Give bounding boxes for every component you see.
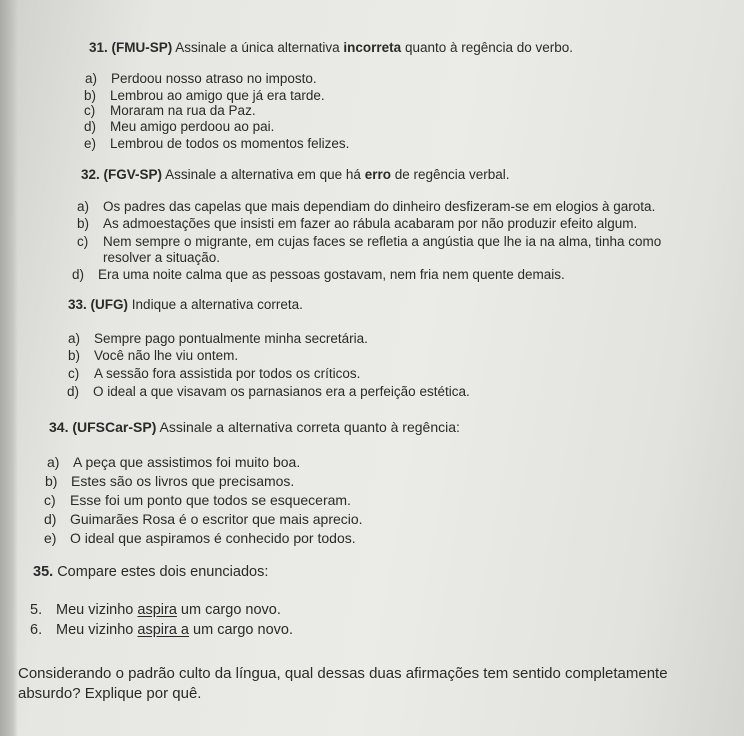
option-31-c [84, 103, 256, 118]
option-text: resolver a situação. [103, 250, 221, 265]
option-31-a [85, 71, 317, 86]
stem-text: Assinale a alternativa correta quanto à regência: [156, 419, 460, 435]
question-32-stem [81, 167, 510, 182]
option-text: Era uma noite calma que as pessoas gostavam, nem fria nem quente demais. [98, 267, 565, 282]
stem-text: Compare estes dois enunciados: [53, 564, 269, 580]
sentence-text: Meu vizinho [56, 602, 138, 618]
sentence-text: um cargo novo. [176, 602, 281, 618]
option-letter: e) [44, 530, 57, 546]
option-letter: b) [84, 88, 97, 103]
stem-text: de regência verbal. [390, 167, 510, 182]
sentence-5 [30, 602, 281, 618]
option-letter: c) [44, 492, 56, 508]
underlined-verb: aspira [137, 602, 177, 618]
option-text: Lembrou de todos os momentos felizes. [110, 136, 350, 151]
option-letter: b) [77, 216, 90, 231]
sentence-number: 5. [30, 602, 43, 618]
option-34-e [44, 530, 356, 546]
option-letter: c) [68, 366, 80, 381]
option-34-a [47, 454, 300, 470]
option-text: O ideal que aspiramos é conhecido por todos. [70, 530, 356, 546]
question-34-stem [49, 419, 460, 435]
option-text: A sessão fora assistida por todos os críticos. [94, 366, 361, 381]
stem-text: Assinale a única alternativa [172, 40, 344, 55]
sentence-text: um cargo novo. [189, 622, 293, 638]
option-31-e [84, 136, 349, 151]
sentence-text: Meu vizinho [56, 622, 138, 638]
question-35-stem [33, 564, 268, 580]
question-source: (UFG) [90, 297, 129, 312]
option-text: Lembrou ao amigo que já era tarde. [110, 88, 325, 103]
option-letter: b) [45, 473, 58, 489]
option-letter: d) [67, 384, 80, 399]
option-text: Os padres das capelas que mais dependiam do dinheiro desfizeram-se em elogios à garota. [103, 199, 656, 214]
option-letter: a) [77, 199, 90, 214]
option-text: Guimarães Rosa é o escritor que mais aprecio. [70, 511, 363, 527]
question-source: (FGV-SP) [103, 167, 163, 182]
option-letter: c) [77, 234, 89, 249]
option-33-d [67, 384, 470, 399]
option-34-b [45, 473, 294, 489]
option-31-d [84, 119, 274, 134]
option-text: Estes são os livros que precisamos. [71, 473, 295, 489]
option-letter: c) [84, 103, 96, 118]
option-text: O ideal a que visavam os parnasianos era a perfeição estética. [93, 384, 470, 399]
option-letter: d) [44, 511, 57, 527]
question-number: 32. [81, 167, 100, 182]
option-letter: d) [84, 119, 97, 134]
underlined-verb: aspira a [137, 622, 189, 638]
option-letter: e) [84, 136, 97, 151]
option-text: Você não lhe viu ontem. [94, 348, 239, 363]
stem-emphasis: erro [364, 167, 391, 182]
option-34-c [44, 492, 351, 508]
option-33-a [68, 331, 368, 346]
sentence-number: 6. [30, 622, 43, 638]
option-32-c [77, 234, 661, 249]
option-32-d [72, 267, 565, 282]
option-text: Moraram na rua da Paz. [110, 103, 256, 118]
question-number: 34. [49, 419, 69, 435]
option-32-b [77, 216, 637, 231]
question-number: 31. [89, 40, 108, 55]
question-number: 35. [33, 564, 54, 580]
option-text: Meu amigo perdoou ao pai. [110, 119, 275, 134]
stem-text: quanto à regência do verbo. [401, 40, 574, 55]
question-source: (FMU-SP) [111, 40, 173, 55]
option-33-b [68, 348, 238, 363]
question-number: 33. [68, 297, 87, 312]
question-35-prompt-line-2: absurdo? Explique por quê. [18, 685, 202, 702]
option-letter: d) [72, 267, 85, 282]
question-31-stem [89, 40, 573, 55]
option-text: A peça que assistimos foi muito boa. [73, 454, 301, 470]
sentence-6 [30, 622, 293, 638]
stem-text: Indique a alternativa correta. [128, 297, 303, 312]
option-31-b [84, 88, 325, 103]
stem-text: Assinale a alternativa em que há [162, 167, 365, 182]
option-text: Esse foi um ponto que todos se esqueceram. [70, 492, 351, 508]
option-letter: a) [68, 331, 81, 346]
option-32-c-continuation [103, 250, 220, 265]
option-text: As admoestações que insisti em fazer ao rábula acabaram por não produzir efeito algum. [103, 216, 638, 231]
option-32-a [77, 199, 655, 214]
page-edge-shadow [0, 0, 18, 736]
option-text: Sempre pago pontualmente minha secretária. [94, 331, 368, 346]
option-text: Perdoou nosso atraso no imposto. [111, 71, 317, 86]
stem-emphasis: incorreta [343, 40, 402, 55]
option-letter: a) [85, 71, 98, 86]
question-35-prompt-line-1: Considerando o padrão culto da língua, qual dessas duas afirmações tem sentido completamente [18, 665, 668, 682]
question-33-stem [68, 297, 303, 312]
option-letter: b) [68, 348, 81, 363]
option-letter: a) [47, 454, 60, 470]
option-33-c [68, 366, 360, 381]
option-text: Nem sempre o migrante, em cujas faces se refletia a angústia que lhe ia na alma, tinha como [103, 234, 662, 249]
option-34-d [44, 511, 363, 527]
question-source: (UFSCar-SP) [72, 419, 157, 435]
